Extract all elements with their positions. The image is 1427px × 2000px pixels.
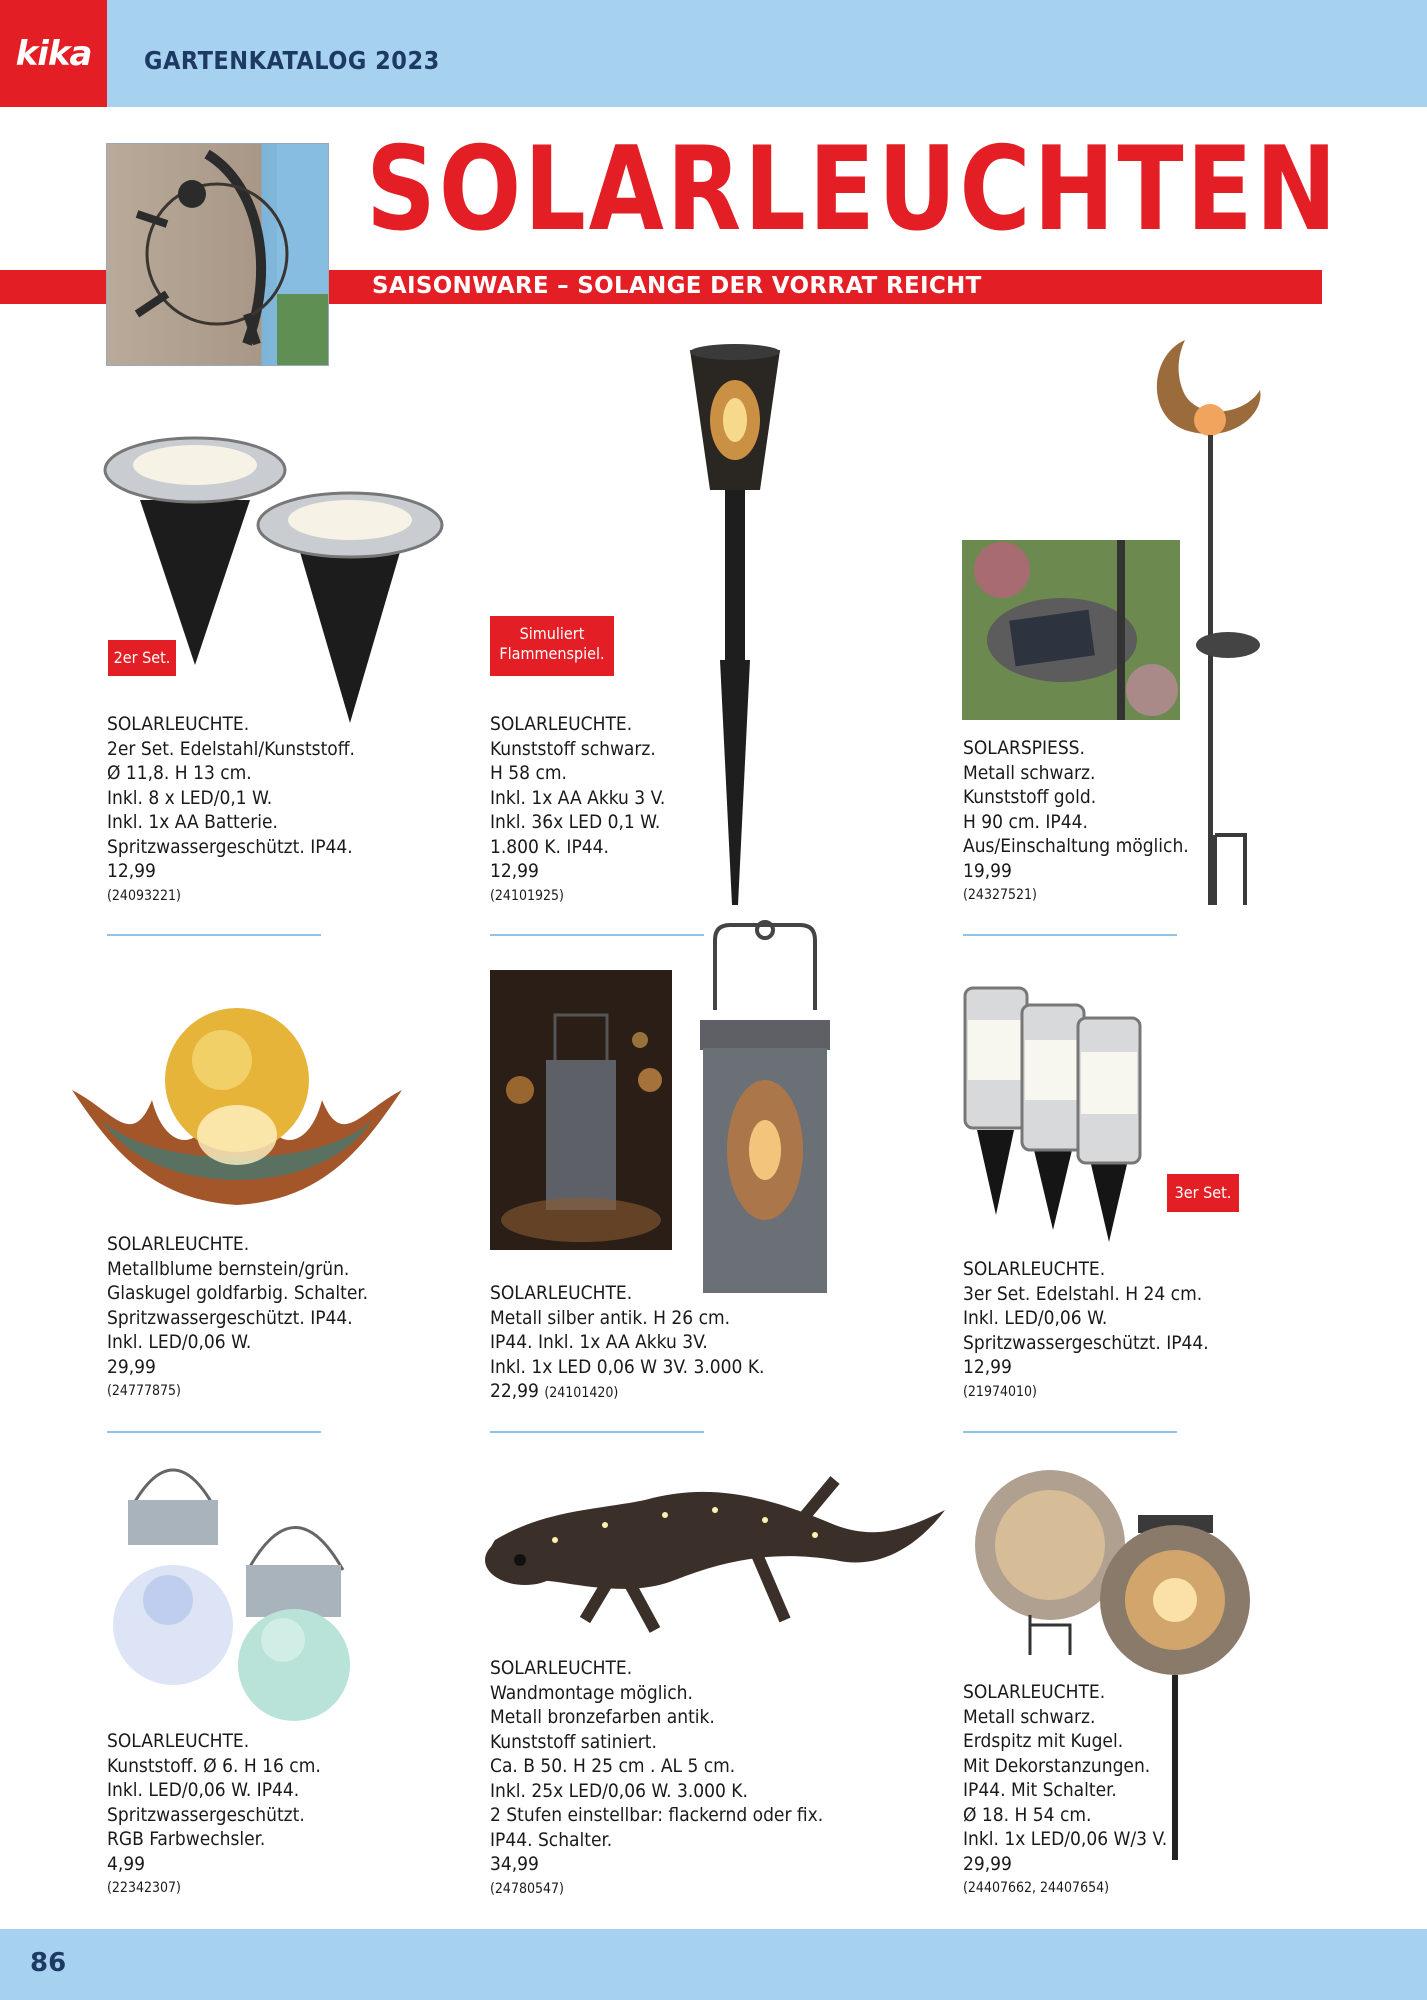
divider: [107, 1431, 321, 1433]
article-number: (21974010): [963, 1383, 1037, 1400]
product-3-description: [963, 736, 1189, 908]
divider: [963, 934, 1177, 936]
product-price: 12,99: [963, 1356, 1012, 1378]
product-detail: Spritzwassergeschützt. IP44.: [107, 1306, 353, 1329]
product-detail: Inkl. 36x LED 0,1 W.: [490, 811, 661, 833]
product-detail: H 90 cm. IP44.: [963, 810, 1088, 833]
product-2-description: [490, 712, 665, 908]
product-detail: 2er Set. Edelstahl/Kunststoff.: [107, 737, 355, 760]
product-detail: Mit Dekorstanzungen.: [963, 1754, 1151, 1777]
badge-line: Flammenspiel.: [499, 644, 605, 663]
product-name: SOLARLEUCHTE.: [963, 1681, 1106, 1703]
product-detail: Metallblume bernstein/grün.: [107, 1257, 350, 1280]
divider: [963, 1431, 1177, 1433]
product-detail: H 58 cm.: [490, 762, 567, 784]
product-detail: Spritzwassergeschützt. IP44.: [107, 835, 353, 858]
product-price: 19,99: [963, 859, 1012, 882]
badge-line: Simuliert: [519, 624, 585, 643]
product-price: 4,99: [107, 1852, 146, 1875]
product-detail: Spritzwassergeschützt. IP44.: [963, 1331, 1209, 1354]
product-detail: Kunststoff. Ø 6. H 16 cm.: [107, 1754, 321, 1777]
divider: [107, 934, 321, 936]
product-image-stake-lights: [962, 980, 1152, 1245]
product-1-description: [107, 712, 355, 908]
article-number: (24780547): [490, 1880, 564, 1897]
product-name: SOLARLEUCHTE.: [107, 1730, 250, 1752]
article-number: (24327521): [963, 887, 1037, 903]
product-detail: Inkl. 1x LED 0,06 W 3V. 3.000 K.: [490, 1355, 765, 1378]
product-price: 29,99: [107, 1355, 156, 1378]
product-detail: RGB Farbwechsler.: [107, 1828, 266, 1850]
product-price-line: [490, 1379, 764, 1406]
product-name: SOLARSPIESS.: [963, 737, 1085, 759]
product-name: SOLARLEUCHTE.: [490, 713, 633, 735]
product-detail: Kunststoff schwarz.: [490, 737, 656, 760]
product-detail: Kunststoff gold.: [963, 786, 1097, 808]
product-detail: Inkl. LED/0,06 W.: [963, 1307, 1108, 1329]
divider: [490, 934, 704, 936]
product-4-description: [107, 1232, 368, 1404]
divider: [490, 1431, 704, 1433]
badge-3er-set: 3er Set.: [1167, 1174, 1239, 1212]
hero-photo: [106, 143, 329, 366]
page-title: SOLARLEUCHTEN: [366, 122, 1340, 257]
product-detail: 3er Set. Edelstahl. H 24 cm.: [963, 1282, 1203, 1305]
product-detail: Glaskugel goldfarbig. Schalter.: [107, 1282, 369, 1304]
product-detail: Inkl. LED/0,06 W.: [107, 1331, 252, 1353]
product-7-description: [107, 1729, 321, 1901]
badge-2er-set: 2er Set.: [108, 640, 176, 676]
product-price: 34,99: [490, 1853, 539, 1875]
product-image-gecko: [455, 1470, 945, 1640]
product-detail: Inkl. 1x LED/0,06 W/3 V.: [963, 1828, 1168, 1850]
product-detail: IP44. Inkl. 1x AA Akku 3V.: [490, 1331, 708, 1353]
product-detail: Inkl. LED/0,06 W. IP44.: [107, 1779, 300, 1801]
article-number: (22342307): [107, 1880, 181, 1896]
product-image-torch: [680, 340, 790, 905]
product-name: SOLARLEUCHTE.: [490, 1657, 633, 1679]
article-number: (24093221): [107, 887, 181, 904]
product-detail: Erdspitz mit Kugel.: [963, 1730, 1124, 1752]
product-price: 12,99: [490, 860, 539, 882]
article-number: (24407662, 24407654): [963, 1880, 1110, 1896]
product-name: SOLARLEUCHTE.: [490, 1282, 633, 1304]
product-detail: Ca. B 50. H 25 cm . AL 5 cm.: [490, 1755, 736, 1777]
product-name: SOLARLEUCHTE.: [107, 713, 250, 735]
kika-logo[interactable]: [0, 0, 107, 107]
product-detail: Ø 18. H 54 cm.: [963, 1803, 1092, 1826]
product-price: 29,99: [963, 1852, 1012, 1875]
product-5-description: [490, 1281, 764, 1406]
catalog-title: GARTENKATALOG 2023: [144, 46, 440, 75]
footer-bar: [0, 1929, 1427, 2000]
product-name: SOLARLEUCHTE.: [107, 1233, 250, 1255]
badge-simuliert-flammenspiel: [490, 616, 614, 676]
product-detail: Inkl. 8 x LED/0,1 W.: [107, 786, 273, 809]
article-number: (24101925): [490, 887, 564, 904]
product-detail: Spritzwassergeschützt.: [107, 1803, 305, 1826]
product-detail: Metall silber antik. H 26 cm.: [490, 1306, 731, 1329]
product-name: SOLARLEUCHTE.: [963, 1258, 1106, 1280]
article-number: (24101420): [544, 1385, 619, 1401]
product-detail: Metall bronzefarben antik.: [490, 1706, 715, 1728]
product-detail: 2 Stufen einstellbar: flackernd oder fix.: [490, 1804, 824, 1826]
product-8-description: [490, 1656, 823, 1901]
logo-text: kika: [15, 34, 92, 74]
gecko-wall-photo: [107, 144, 328, 365]
page-subtitle: SAISONWARE – SOLANGE DER VORRAT REICHT: [372, 273, 982, 299]
product-image-lantern: [695, 920, 835, 1300]
product-6-description: [963, 1257, 1209, 1404]
product-detail: Metall schwarz.: [963, 761, 1096, 784]
article-number: (24777875): [107, 1383, 181, 1399]
product-price: 22,99: [490, 1380, 539, 1402]
product-detail: IP44. Schalter.: [490, 1828, 613, 1851]
product-detail: Kunststoff satiniert.: [490, 1730, 657, 1753]
product-image-ground-lights: [100, 425, 440, 725]
product-detail: Ø 11,8. H 13 cm.: [107, 762, 252, 784]
product-detail: Inkl. 1x AA Akku 3 V.: [490, 786, 666, 809]
product-price: 12,99: [107, 860, 156, 882]
product-detail: Wandmontage möglich.: [490, 1681, 693, 1704]
product-image-hanging-balls: [108, 1440, 408, 1720]
product-detail: Metall schwarz.: [963, 1705, 1096, 1728]
product-image-flower-lamp: [72, 1000, 402, 1210]
product-image-lantern-photo: [490, 970, 672, 1250]
product-detail: IP44. Mit Schalter.: [963, 1779, 1117, 1801]
product-detail: Inkl. 1x AA Batterie.: [107, 811, 278, 833]
product-detail: Inkl. 25x LED/0,06 W. 3.000 K.: [490, 1779, 748, 1802]
product-detail: 1.800 K. IP44.: [490, 835, 609, 858]
product-9-description: [963, 1680, 1167, 1901]
product-detail: Aus/Einschaltung möglich.: [963, 835, 1189, 857]
page-number: 86: [30, 1948, 67, 1978]
